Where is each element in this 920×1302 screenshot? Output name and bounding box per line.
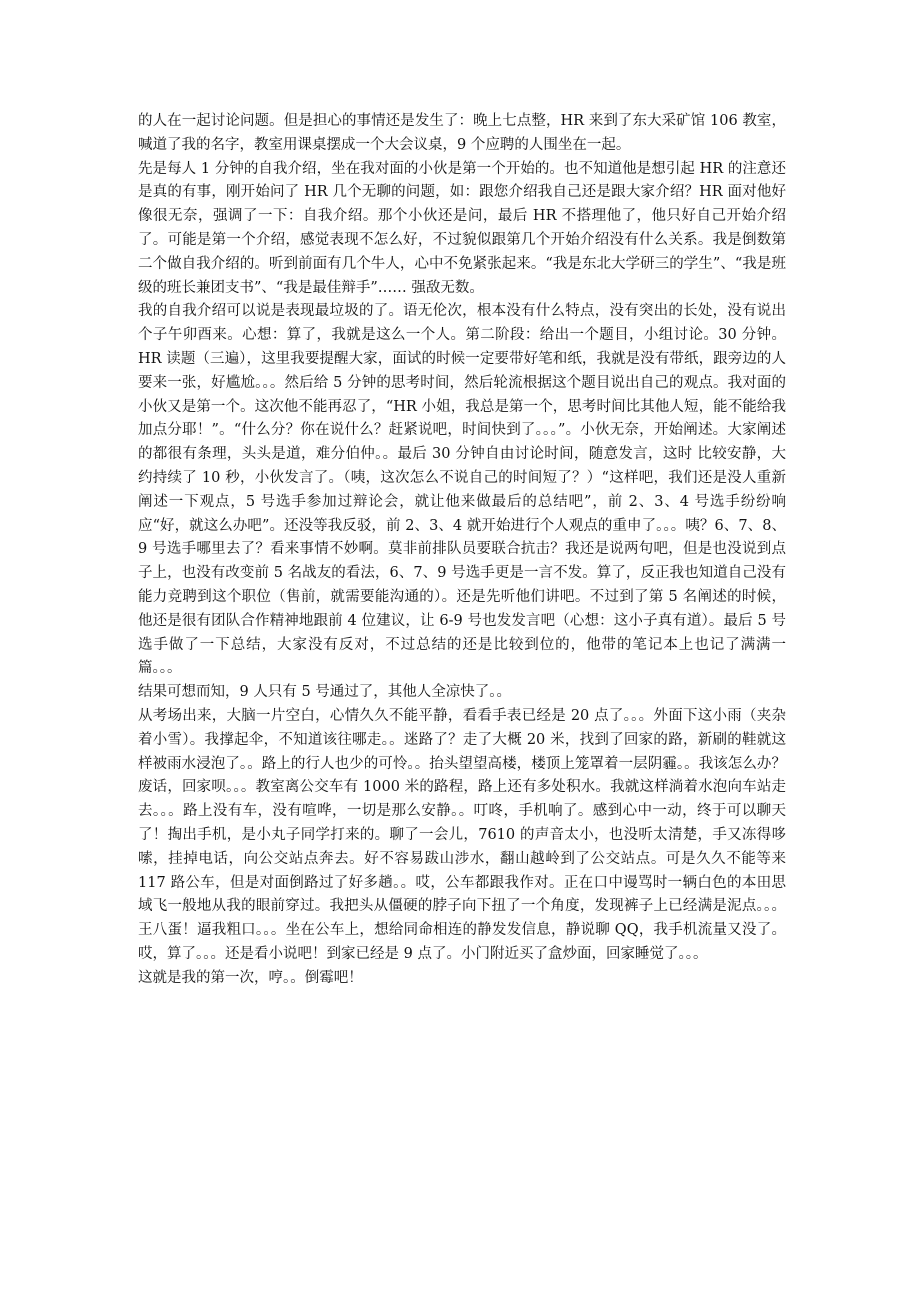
paragraph-1: 的人在一起讨论问题。但是担心的事情还是发生了：晚上七点整，HR 来到了东大采矿馆 106 教室，喊道了我的名字，教室用课桌摆成一个大会议桌，9 个应聘的人围坐在一起。 — [138, 113, 786, 153]
paragraph-4: 结果可想而知，9 人只有 5 号通过了，其他人全凉快了。。 — [138, 684, 512, 701]
paragraph-3: 我的自我介绍可以说是表现最垃圾的了。语无伦次，根本没有什么特点，没有突出的长处，没有说出个子午卯酉来。心想：算了，我就是这么一个人。第二阶段：给出一个题目，小组讨论。30 分钟。HR 读题（三遍），这里我要提醒大家，面试的时候一定要带好笔和纸，我就是没有带纸，跟旁边的人要来一张，好尴尬。。。然后给 5 分钟的思考时间，然后轮流根据这个题目说出自己的观点。我对面的小伙又是第一个。这次他不能再忍了，“HR 小姐，我总是第一个，思考时间比其他人短，能不能给我加点分耶！”。“什么分？你在说什么？赶紧说吧，时间快到了。。。”。小伙无奈，开始阐述。大家阐述的都很有条理，头头是道，难分伯仲。。最后 30 分钟自由讨论时间，随意发言，这时 比较安静，大约持续了 10 秒，小伙发言了。（咦，这次怎么不说自己的时间短了？）“这样吧，我们还是没人重新阐述一下观点，5 号选手参加过辩论会，就让他来做最后的总结吧”，前 2、3、4 号选手纷纷响应“好，就这么办吧”。还没等我反驳，前 2、3、4 就开始进行个人观点的重申了。。。咦？6、7、8、9 号选手哪里去了？看来事情不妙啊。莫非前排队员要联合抗击？我还是说两句吧，但是也没说到点子上，也没有改变前 5 名战友的看法，6、7、9 号选手更是一言不发。算了，反正我也知道自己没有能力竞聘到这个职位（售前，就需要能沟通的）。还是先听他们讲吧。不过到了第 5 名阐述的时候，他还是很有团队合作精神地跟前 4 位建议，让 6-9 号也发发言吧（心想：这小子真有道）。最后 5 号选手做了一下总结，大家没有反对，不过总结的还是比较到位的，他带的笔记本上也记了满满一篇。。。 — [138, 303, 786, 677]
paragraph-6: 这就是我的第一次，哼。。倒霉吧！ — [138, 969, 363, 986]
document-body — [138, 110, 786, 990]
paragraph-5: 从考场出来，大脑一片空白，心情久久不能平静，看看手表已经是 20 点了。。。外面下这小雨（夹杂着小雪）。我撑起伞，不知道该往哪走。。迷路了？走了大概 20 米，找到了回家的路，新刷的鞋就这样被雨水浸泡了。。路上的行人也少的可怜。。抬头望望高楼，楼顶上笼罩着一层阴霾。。我该怎么办？废话，回家呗。。。教室离公交车有 1000 米的路程，路上还有多处积水。我就这样淌着水泡向车站走去。。。路上没有车，没有喧哗，一切是那么安静。。叮咚，手机响了。感到心中一动，终于可以聊天了！掏出手机，是小丸子同学打来的。聊了一会儿，7610 的声音太小，也没听太清楚，手又冻得哆嗦，挂掉电话，向公交站点奔去。好不容易跋山涉水，翻山越岭到了公交站点。可是久久不能等来 117 路公车，但是对面倒路过了好多趟。。哎，公车都跟我作对。正在口中谩骂时一辆白色的本田思域飞一般地从我的眼前穿过。我把头从僵硬的脖子向下扭了一个角度，发现裤子上已经满是泥点。。。王八蛋！逼我粗口。。。坐在公车上，想给同命相连的静发发信息，静说聊 QQ，我手机流量又没了。哎，算了。。。还是看小说吧！到家已经是 9 点了。小门附近买了盒炒面，回家睡觉了。。。 — [138, 707, 786, 962]
paragraph-2: 先是每人 1 分钟的自我介绍，坐在我对面的小伙是第一个开始的。也不知道他是想引起 HR 的注意还是真的有事，刚开始问了 HR 几个无聊的问题，如：跟您介绍我自己还是跟大家介绍？HR 面对他好像很无奈，强调了一下：自我介绍。那个小伙还是问，最后 HR 不搭理他了，他只好自己开始介绍了。可能是第一个介绍，感觉表现不怎么好，不过貌似跟第几个开始介绍没有什么关系。我是倒数第二个做自我介绍的。听到前面有几个牛人，心中不免紧张起来。“我是东北大学研三的学生”、“我是班级的班长兼团支书”、“我是最佳辩手”…… 强敌无数。 — [138, 160, 786, 296]
